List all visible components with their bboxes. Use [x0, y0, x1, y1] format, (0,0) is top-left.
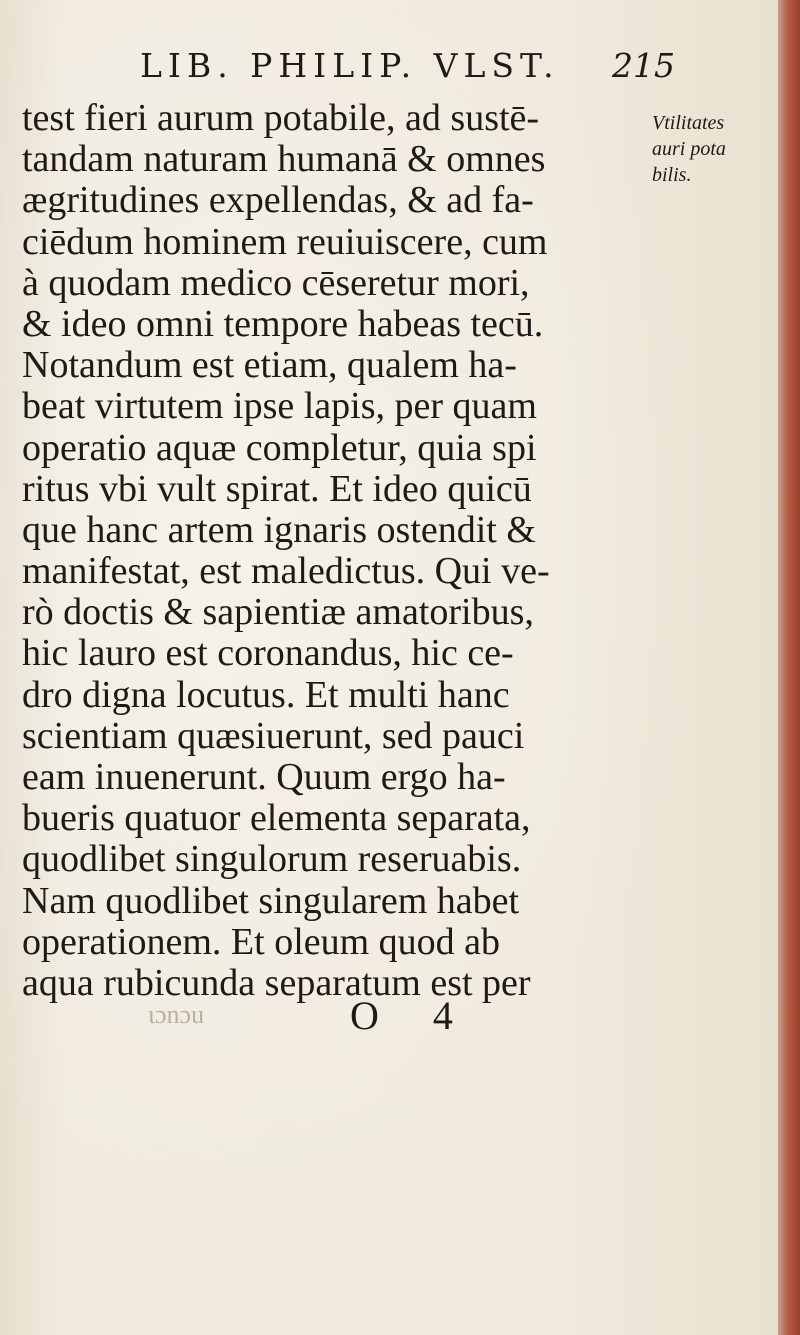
text-line: ritus vbi vult spirat. Et ideo quicū	[22, 468, 532, 510]
marginal-note-line: auri pota	[652, 138, 726, 160]
marginal-note-line: Vtilitates	[652, 112, 725, 134]
text-line: test fieri aurum potabile, ad sustē-	[22, 98, 540, 139]
page-number: 215	[612, 46, 675, 85]
running-head-title: LIB. PHILIP. VLST.	[140, 46, 560, 85]
text-line: bueris quatuor elementa separata,	[22, 798, 531, 840]
text-line: Nam quodlibet singularem habet	[22, 880, 520, 922]
running-head	[140, 46, 680, 92]
text-line: eam inuenerunt. Quum ergo ha-	[22, 757, 506, 798]
text-line: dro digna locutus. Et multi hanc	[22, 674, 510, 716]
text-line: beat virtutem ipse lapis, per quam	[22, 386, 537, 428]
text-line: hic lauro est coronandus, hic ce-	[22, 633, 514, 675]
text-line: operatio aquæ completur, quia spi	[22, 427, 537, 469]
text-line: scientiam quæsiuerunt, sed pauci	[22, 715, 525, 757]
text-line: aqua rubicunda separatum est per	[22, 962, 531, 1004]
text-line: à quodam medico cēseretur mori,	[22, 262, 530, 304]
text-line: que hanc artem ignaris ostendit &	[22, 509, 536, 551]
text-line: & ideo omni tempore habeas tecū.	[22, 303, 544, 345]
faint-show-through-text: ɩɔnɔu	[148, 1000, 205, 1029]
text-line: operationem. Et oleum quod ab	[22, 921, 501, 963]
text-line: ciēdum hominem reuiuiscere, cum	[22, 221, 548, 263]
text-line: Notandum est etiam, qualem ha-	[22, 345, 517, 387]
text-line: tandam naturam humanā & omnes	[22, 139, 546, 181]
body-text	[22, 98, 630, 1004]
text-line: rò doctis & sapientiæ amatoribus,	[22, 592, 534, 634]
text-line: quodlibet singulorum reseruabis.	[22, 839, 522, 881]
signature-mark: O 4	[350, 993, 475, 1038]
page-edge	[778, 0, 800, 1335]
marginal-note-line: bilis.	[652, 164, 692, 186]
text-line: manifestat, est maledictus. Qui ve-	[22, 551, 550, 593]
text-line: ægritudines expellendas, & ad fa-	[22, 180, 534, 222]
marginal-note	[652, 110, 777, 188]
